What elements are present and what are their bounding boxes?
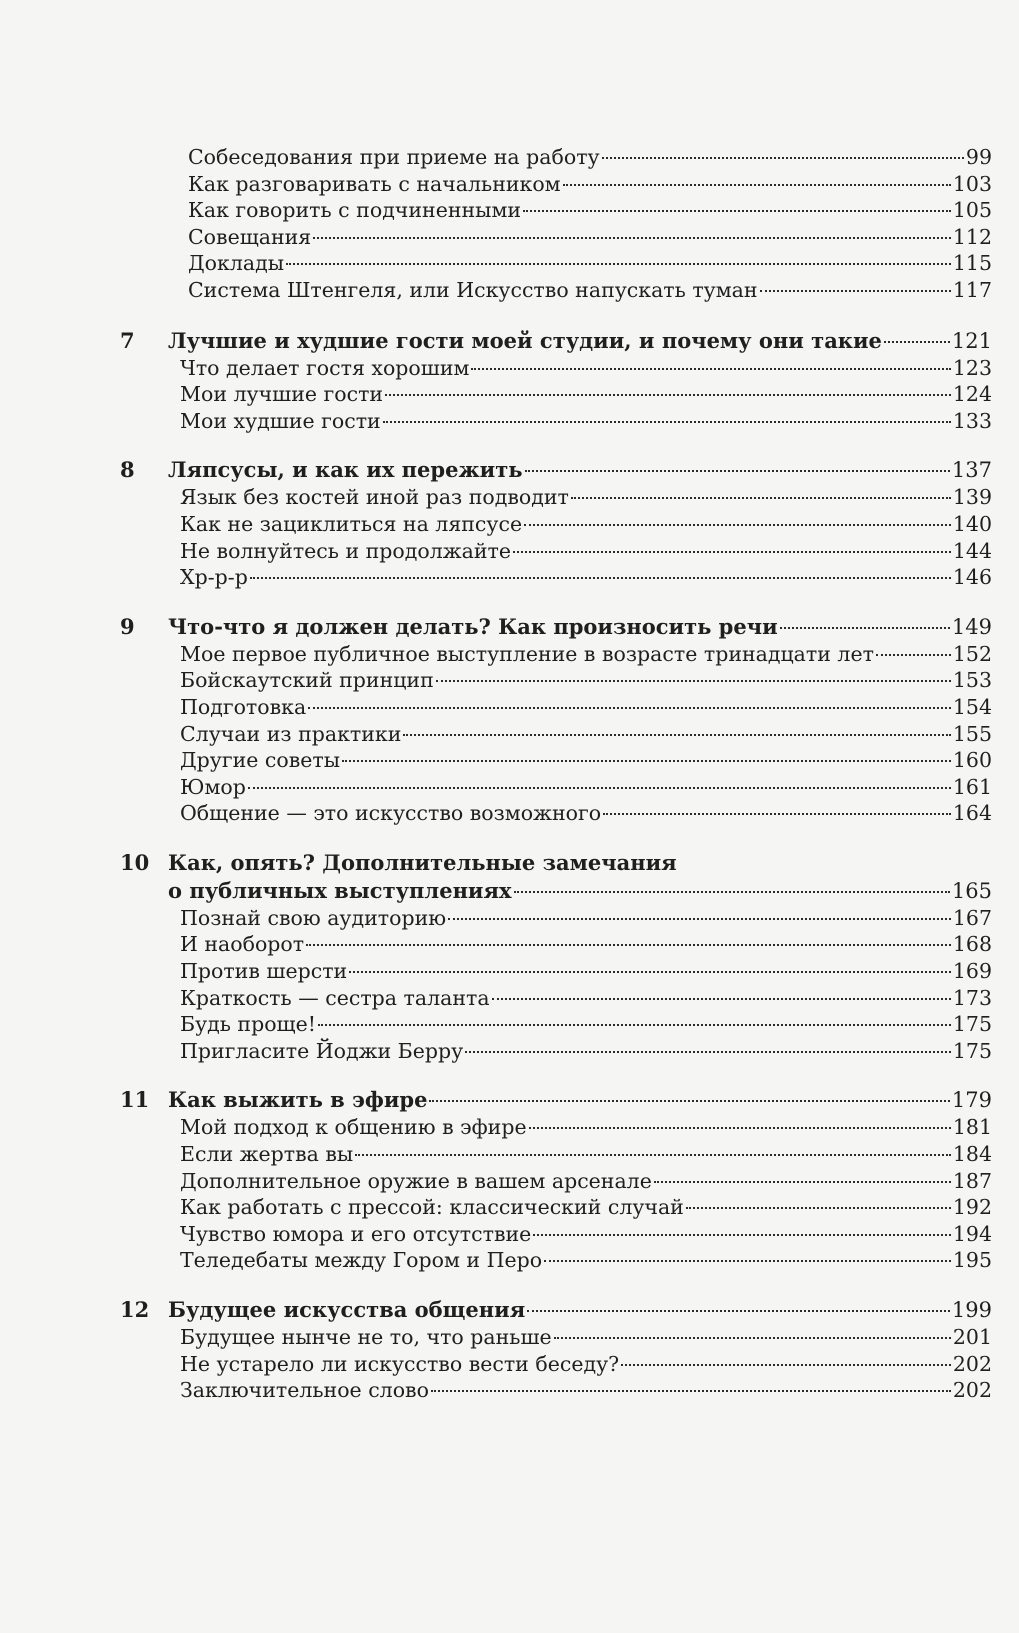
chapter-number: 12 bbox=[120, 1297, 150, 1322]
toc-entry-page: 115 bbox=[952, 251, 992, 276]
toc-entry bbox=[120, 144, 992, 171]
toc-entry-page: 202 bbox=[952, 1351, 992, 1376]
chapter-title: Ляпсусы, и как их пережить bbox=[168, 457, 523, 483]
toc-entry-page: 152 bbox=[952, 641, 992, 666]
toc-entry-title: Заключительное слово bbox=[180, 1378, 429, 1403]
toc-entry-page: 103 bbox=[952, 171, 992, 196]
toc-entry bbox=[120, 538, 992, 565]
toc-entry-title: Как работать с прессой: классический случай bbox=[180, 1195, 684, 1220]
toc-entry-page: 153 bbox=[952, 668, 992, 693]
dot-leader bbox=[544, 1260, 951, 1262]
toc-entry-page: 99 bbox=[965, 145, 992, 169]
chapter-title-line2: о публичных выступлениях bbox=[168, 877, 512, 903]
toc-entry-page: 195 bbox=[952, 1248, 992, 1273]
toc-entry-page: 112 bbox=[952, 224, 992, 249]
toc-entry-page: 168 bbox=[952, 932, 992, 957]
toc-entry bbox=[120, 1351, 992, 1378]
toc-entry bbox=[120, 564, 992, 591]
toc-entry-page: 184 bbox=[952, 1142, 992, 1167]
toc-entry-page: 173 bbox=[952, 985, 992, 1010]
toc-entry-page: 105 bbox=[952, 198, 992, 223]
toc-entry-page: 146 bbox=[952, 565, 992, 590]
toc-entry bbox=[120, 958, 992, 985]
toc-entry bbox=[120, 721, 992, 748]
toc-entry bbox=[120, 1168, 992, 1195]
toc-entry bbox=[120, 250, 992, 277]
dot-leader bbox=[524, 524, 951, 526]
toc-entry bbox=[120, 511, 992, 538]
chapter-heading bbox=[120, 1296, 992, 1324]
toc-entry bbox=[120, 1377, 992, 1404]
table-of-contents bbox=[120, 144, 992, 1426]
toc-entry bbox=[120, 1038, 992, 1065]
dot-leader bbox=[471, 368, 950, 370]
dot-leader bbox=[527, 1310, 950, 1312]
toc-entry-title: Другие советы bbox=[180, 748, 341, 773]
toc-entry-page: 117 bbox=[952, 277, 992, 302]
dot-leader bbox=[465, 1051, 951, 1053]
chapter-7 bbox=[120, 327, 992, 435]
toc-entry bbox=[120, 1221, 992, 1248]
toc-entry-title: Мои худшие гости bbox=[180, 408, 381, 433]
chapter-heading bbox=[120, 613, 992, 641]
toc-entry-title: Пригласите Йоджи Берру bbox=[180, 1038, 464, 1063]
toc-entry-title: Будь проще! bbox=[180, 1012, 316, 1037]
chapter-page: 165 bbox=[951, 878, 992, 903]
chapter-heading bbox=[120, 849, 992, 877]
dot-leader bbox=[523, 210, 951, 212]
toc-entry-title: Мое первое публичное выступление в возрасте тринадцати лет bbox=[180, 641, 874, 666]
chapter-title: Будущее искусства общения bbox=[168, 1297, 526, 1322]
toc-entry-title: Если жертва вы bbox=[180, 1142, 354, 1167]
toc-entry-page: 192 bbox=[952, 1195, 992, 1220]
dot-leader bbox=[355, 1154, 951, 1156]
toc-entry-title: Общение — это искусство возможного bbox=[180, 801, 602, 826]
dot-leader bbox=[403, 734, 950, 736]
toc-entry-title: Юмор bbox=[180, 774, 246, 799]
toc-entry bbox=[120, 408, 992, 435]
dot-leader bbox=[533, 1234, 951, 1236]
toc-entry-page: 187 bbox=[952, 1168, 992, 1193]
dot-leader bbox=[514, 891, 950, 893]
dot-leader bbox=[436, 680, 951, 682]
toc-entry bbox=[120, 1114, 992, 1141]
toc-entry-page: 169 bbox=[952, 959, 992, 984]
toc-entry bbox=[120, 277, 992, 304]
toc-entry-page: 201 bbox=[952, 1325, 992, 1349]
toc-entry-title: Собеседования при приеме на работу bbox=[188, 145, 600, 169]
toc-entry bbox=[120, 694, 992, 721]
dot-leader bbox=[654, 1181, 951, 1183]
dot-leader bbox=[383, 421, 951, 423]
toc-entry-title: Бойскаутский принцип bbox=[180, 668, 434, 693]
chapter-number: 10 bbox=[120, 849, 150, 875]
toc-entry-title: Чувство юмора и его отсутствие bbox=[180, 1221, 532, 1246]
dot-leader bbox=[884, 341, 950, 343]
toc-entry-title: Краткость — сестра таланта bbox=[180, 985, 490, 1010]
toc-entry-page: 155 bbox=[952, 721, 992, 746]
toc-entry bbox=[120, 1247, 992, 1274]
toc-entry bbox=[120, 985, 992, 1012]
dot-leader bbox=[492, 998, 951, 1000]
toc-entry bbox=[120, 1141, 992, 1168]
dot-leader bbox=[306, 944, 951, 946]
dot-leader bbox=[876, 654, 951, 656]
dot-leader bbox=[780, 627, 950, 629]
chapter-12 bbox=[120, 1296, 992, 1404]
chapter-number: 8 bbox=[120, 457, 135, 483]
chapter-heading bbox=[120, 327, 992, 355]
toc-entry-page: 133 bbox=[952, 408, 992, 433]
dot-leader bbox=[563, 184, 951, 186]
toc-entry-title: Не волнуйтесь и продолжайте bbox=[180, 538, 511, 563]
toc-entry-page: 140 bbox=[952, 511, 992, 536]
toc-entry-title: Мои лучшие гости bbox=[180, 382, 384, 407]
dot-leader bbox=[250, 577, 951, 579]
toc-entry-page: 160 bbox=[952, 748, 992, 773]
dot-leader bbox=[554, 1337, 951, 1339]
toc-entry-title: Теледебаты между Гором и Перо bbox=[180, 1248, 543, 1273]
chapter-number: 9 bbox=[120, 613, 135, 639]
chapter-title-line1: Как, опять? Дополнительные замечания bbox=[168, 849, 677, 875]
toc-entry bbox=[120, 484, 992, 511]
toc-entry-page: 161 bbox=[952, 774, 992, 799]
dot-leader bbox=[308, 707, 951, 709]
chapter-number: 7 bbox=[120, 327, 135, 353]
chapter-heading bbox=[120, 1086, 992, 1114]
toc-entry-title: Язык без костей иной раз подводит bbox=[180, 485, 569, 510]
dot-leader bbox=[525, 470, 950, 472]
continued-section-list bbox=[120, 144, 992, 304]
toc-entry-page: 139 bbox=[952, 485, 992, 510]
toc-entry-title: Подготовка bbox=[180, 694, 307, 719]
toc-entry-title: Мой подход к общению в эфире bbox=[180, 1115, 527, 1140]
toc-entry-title: Как не зациклиться на ляпсусе bbox=[180, 511, 523, 536]
dot-leader bbox=[686, 1207, 951, 1209]
toc-entry bbox=[120, 905, 992, 932]
toc-entry-page: 154 bbox=[952, 694, 992, 719]
chapter-11 bbox=[120, 1086, 992, 1274]
toc-entry-page: 123 bbox=[952, 355, 992, 380]
toc-entry-page: 124 bbox=[952, 382, 992, 407]
dot-leader bbox=[349, 971, 951, 973]
dot-leader bbox=[429, 1100, 949, 1102]
toc-entry bbox=[120, 931, 992, 958]
dot-leader bbox=[621, 1364, 951, 1366]
toc-entry bbox=[120, 381, 992, 408]
toc-entry-title: И наоборот bbox=[180, 932, 305, 957]
chapter-heading bbox=[120, 456, 992, 484]
dot-leader bbox=[431, 1390, 951, 1392]
chapter-title: Лучшие и худшие гости моей студии, и почему они такие bbox=[168, 327, 882, 353]
toc-entry bbox=[120, 224, 992, 251]
dot-leader bbox=[760, 290, 951, 292]
dot-leader bbox=[342, 760, 951, 762]
toc-entry-title: Как разговаривать с начальником bbox=[188, 171, 561, 196]
toc-entry-page: 175 bbox=[952, 1012, 992, 1037]
toc-entry bbox=[120, 641, 992, 668]
toc-entry-page: 202 bbox=[952, 1378, 992, 1403]
chapter-8 bbox=[120, 456, 992, 590]
chapter-heading-continued bbox=[120, 877, 992, 905]
toc-entry-page: 181 bbox=[952, 1115, 992, 1140]
dot-leader bbox=[513, 551, 951, 553]
toc-entry-page: 167 bbox=[952, 905, 992, 930]
chapter-title: Что-что я должен делать? Как произносить речи bbox=[168, 613, 778, 639]
toc-entry-title: Случаи из практики bbox=[180, 721, 402, 746]
toc-entry bbox=[120, 197, 992, 224]
chapter-page: 137 bbox=[951, 458, 992, 483]
chapter-page: 149 bbox=[951, 614, 992, 639]
chapter-number: 11 bbox=[120, 1087, 150, 1113]
dot-leader bbox=[385, 394, 951, 396]
toc-entry bbox=[120, 747, 992, 774]
toc-entry-page: 164 bbox=[952, 801, 992, 826]
chapter-9 bbox=[120, 613, 992, 827]
dot-leader bbox=[448, 918, 951, 920]
chapter-10 bbox=[120, 849, 992, 1065]
chapter-title: Как выжить в эфире bbox=[168, 1087, 428, 1113]
toc-entry-title: Дополнительное оружие в вашем арсенале bbox=[180, 1168, 652, 1193]
toc-entry-title: Будущее нынче не то, что раньше bbox=[180, 1325, 552, 1349]
toc-entry bbox=[120, 800, 992, 827]
toc-entry bbox=[120, 171, 992, 198]
toc-entry bbox=[120, 667, 992, 694]
toc-entry-page: 144 bbox=[952, 538, 992, 563]
toc-entry-page: 194 bbox=[952, 1221, 992, 1246]
toc-entry-page: 175 bbox=[952, 1038, 992, 1063]
toc-entry-title: Как говорить с подчиненными bbox=[188, 198, 522, 223]
dot-leader bbox=[286, 263, 951, 265]
toc-entry bbox=[120, 1194, 992, 1221]
dot-leader bbox=[602, 157, 964, 159]
toc-entry-title: Что делает гостя хорошим bbox=[180, 355, 470, 380]
chapter-page: 199 bbox=[951, 1298, 992, 1322]
toc-entry-title: Совещания bbox=[188, 224, 312, 249]
toc-entry bbox=[120, 1011, 992, 1038]
toc-entry-title: Доклады bbox=[188, 251, 285, 276]
toc-entry-title: Познай свою аудиторию bbox=[180, 905, 447, 930]
dot-leader bbox=[248, 787, 951, 789]
toc-entry bbox=[120, 355, 992, 382]
chapter-page: 121 bbox=[951, 328, 992, 353]
toc-entry-title: Хр-р-р bbox=[180, 565, 248, 590]
toc-entry-title: Против шерсти bbox=[180, 959, 348, 984]
toc-entry bbox=[120, 774, 992, 801]
toc-entry bbox=[120, 1324, 992, 1351]
toc-entry-title: Не устарело ли искусство вести беседу? bbox=[180, 1351, 620, 1376]
dot-leader bbox=[571, 497, 951, 499]
toc-entry-title: Система Штенгеля, или Искусство напускать туман bbox=[188, 277, 758, 302]
dot-leader bbox=[313, 237, 951, 239]
dot-leader bbox=[318, 1024, 951, 1026]
chapter-page: 179 bbox=[951, 1088, 992, 1113]
dot-leader bbox=[529, 1127, 951, 1129]
dot-leader bbox=[603, 813, 951, 815]
